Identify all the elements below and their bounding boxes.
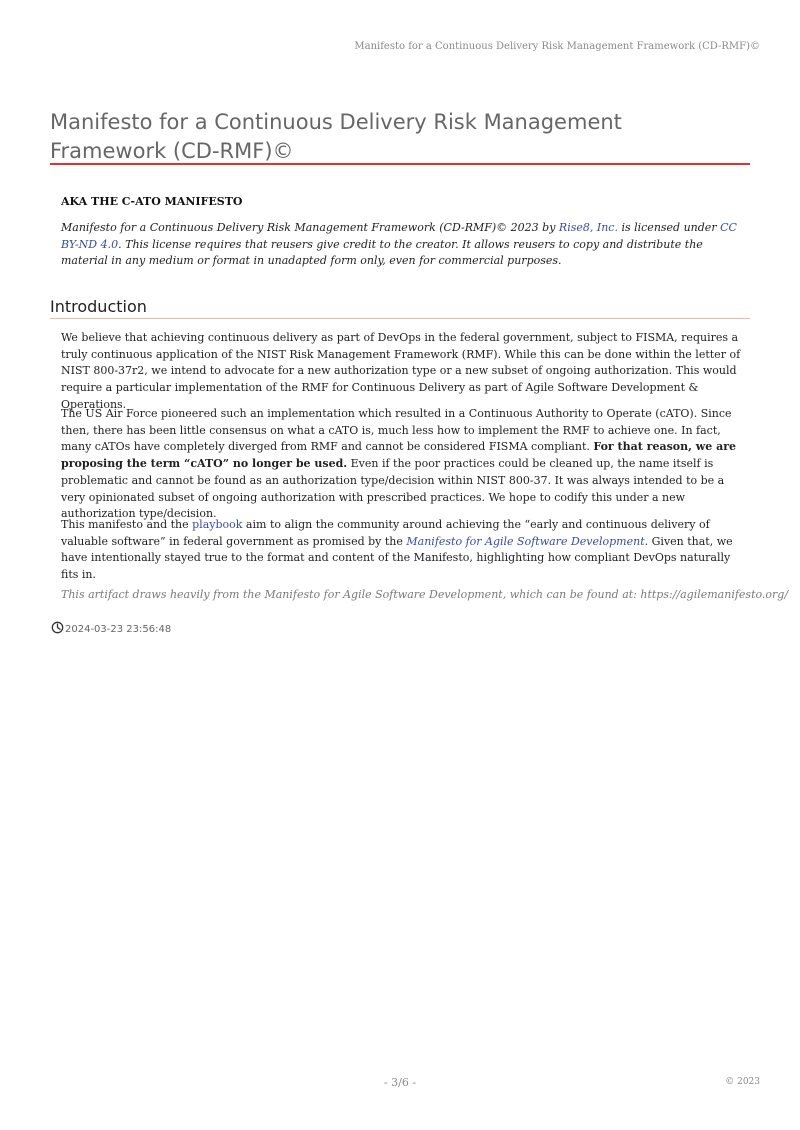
- playbook-link[interactable]: playbook: [192, 518, 243, 531]
- paragraph-3-text: This manifesto and the: [61, 518, 193, 531]
- section-divider: [50, 318, 750, 319]
- license-prefix: Manifesto for a Continuous Delivery Risk Management Framework (CD-RMF)© 2023 by: [61, 221, 559, 234]
- paragraph-3-end: . Given that, we have intentionally stayed true to the format and content of the Manifesto, highlighting how compliant DevOps naturally fits in.: [61, 534, 733, 582]
- running-header: Manifesto for a Continuous Delivery Risk Management Framework (CD-RMF)©: [354, 41, 760, 52]
- page-title: Manifesto for a Continuous Delivery Risk Management Framework (CD-RMF)©: [50, 110, 622, 163]
- agile-manifesto-link[interactable]: Manifesto for Agile Software Development: [406, 534, 645, 548]
- title-divider: [50, 163, 750, 165]
- paragraph-2-emphasis: For that reason, we are proposing the term “cATO” no longer be used.: [61, 440, 737, 471]
- copyright-footer: © 2023: [725, 1077, 760, 1087]
- paragraph-2-continuation: Even if the poor practices could be cleaned up, the name itself is problematic and cannot be found as an authorization type/decision within NIST 800-37. It was always intended to be a very opinionated subset of ongoing authorization with prescribed practices. We hope to codify this under a new authorization type/decision.: [61, 457, 725, 521]
- last-updated: [51, 621, 171, 637]
- paragraph-3-middle: aim to align the community around achieving the “early and continuous delivery of valuable software” in federal government as promised by the: [61, 518, 710, 548]
- timestamp-text: 2024-03-23 23:56:48: [65, 623, 172, 635]
- page-number: - 3/6 -: [383, 1076, 417, 1089]
- rise8-link[interactable]: Rise8, Inc.: [558, 221, 618, 234]
- aka-heading: AKA THE C-ATO MANIFESTO: [61, 195, 243, 208]
- section-title-introduction: Introduction: [50, 297, 147, 316]
- intro-paragraph-3: [61, 517, 751, 584]
- license-suffix: . This license requires that reusers give credit to the creator. It allows reusers to copy and distribute the material in any medium or format in unadapted form only, even for commercial purposes.: [61, 237, 703, 268]
- clock-icon: [51, 621, 64, 637]
- license-middle: is licensed under: [617, 221, 721, 234]
- intro-paragraph-2: [61, 406, 751, 523]
- attribution-note: This artifact draws heavily from the Manifesto for Agile Software Development, which can be found at: https://agilemanifesto.org/: [61, 588, 789, 601]
- intro-paragraph-1: We believe that achieving continuous delivery as part of DevOps in the federal government, subject to FISMA, requires a truly continuous application of the NIST Risk Management Framework (RMF). While this can be done within the letter of NIST 800-37r2, we intend to advocate for a new authorization type or a new subset of ongoing authorization. This would require a particular implementation of the RMF for Continuous Delivery as part of Agile Software Development & Operations.: [61, 331, 741, 411]
- cc-license-link[interactable]: CC BY-ND 4.0: [61, 221, 737, 251]
- paragraph-2-text: The US Air Force pioneered such an implementation which resulted in a Continuous Authority to Operate (cATO). Since then, there has been little consensus on what a cATO is, much less how to implement the RMF to achieve one. In fact, many cATOs have completely diverged from RMF and cannot be considered FISMA compliant.: [61, 407, 732, 454]
- license-statement: [61, 220, 751, 270]
